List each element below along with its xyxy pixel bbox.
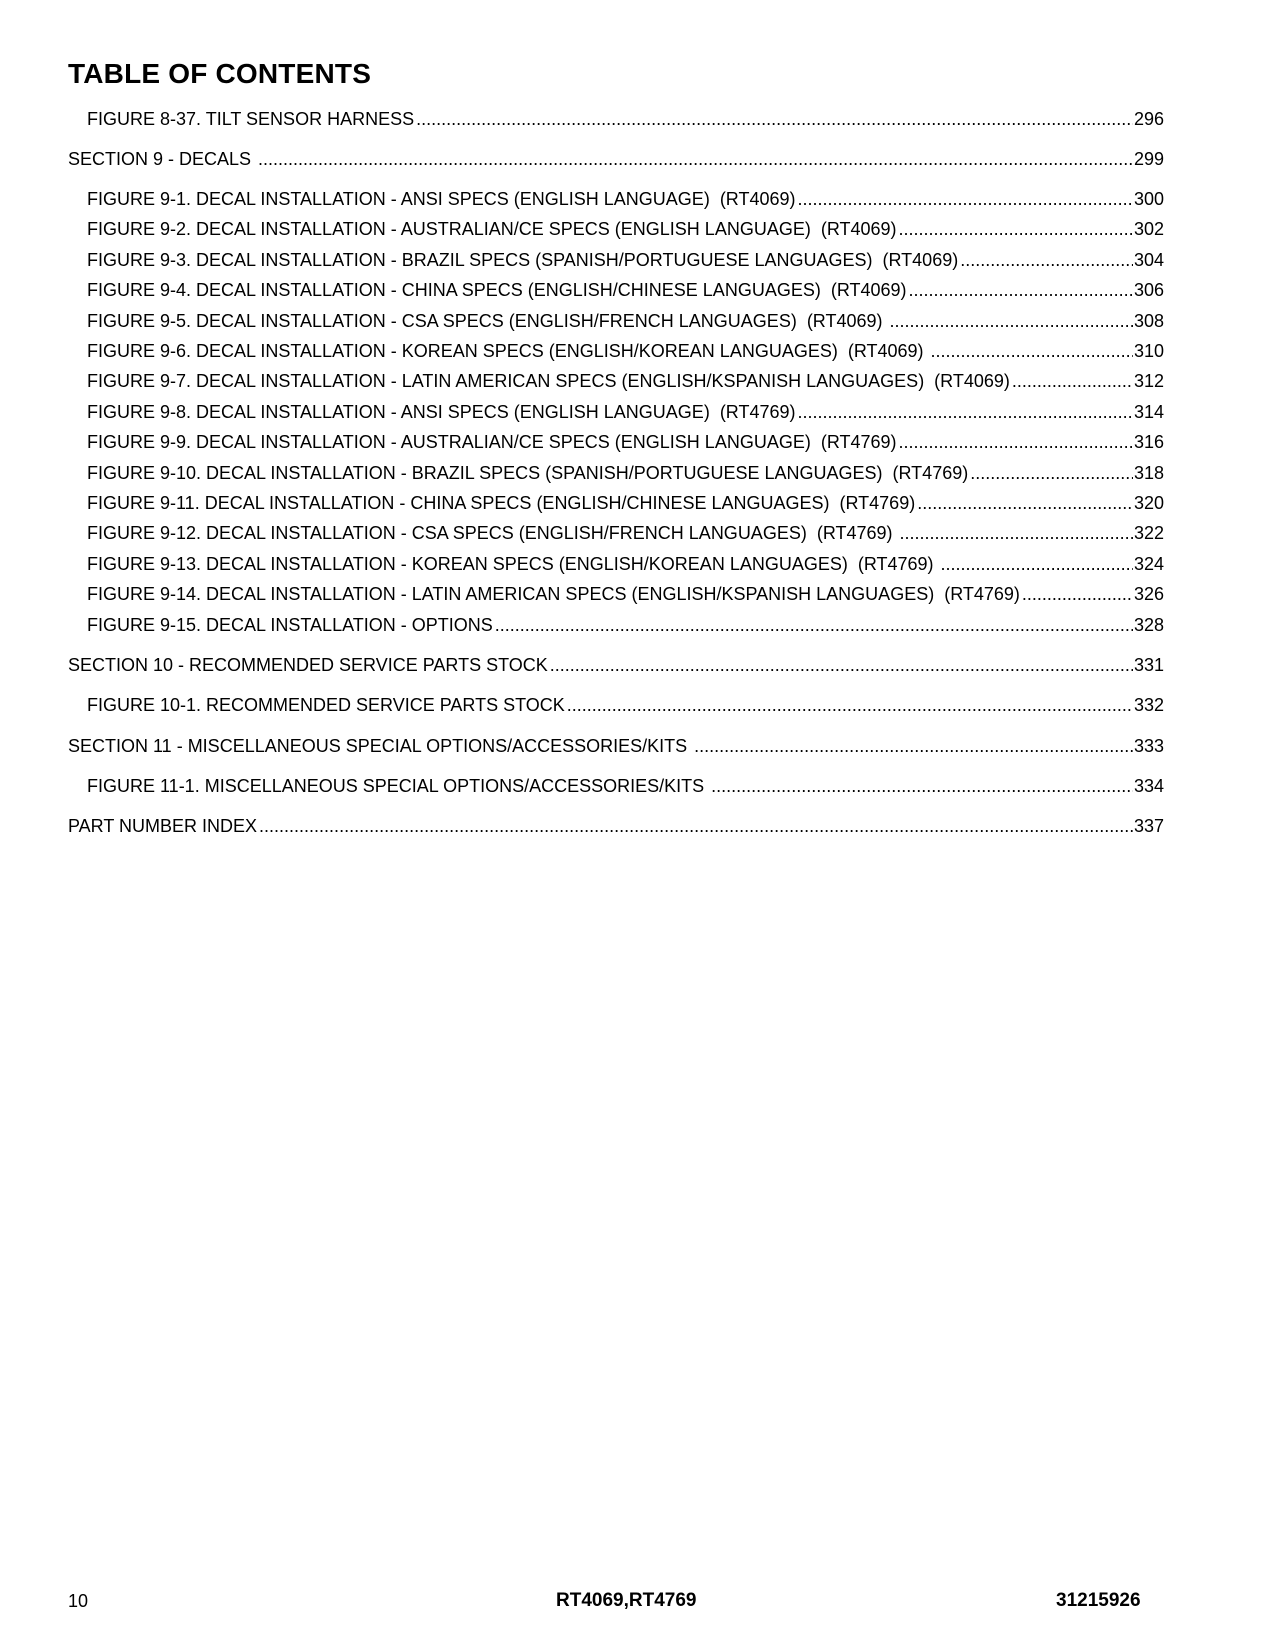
toc-entry-page: 316 — [1133, 432, 1164, 452]
toc-entry-label: FIGURE 9-12. DECAL INSTALLATION - CSA SPECS (ENGLISH/FRENCH LANGUAGES) (RT4769) — [87, 523, 898, 543]
toc-entry-page: 332 — [1133, 695, 1164, 715]
toc-entry-page: 328 — [1133, 615, 1164, 635]
toc-section-entry[interactable] — [68, 654, 1164, 676]
toc-figure-entry[interactable] — [87, 188, 1164, 210]
toc-entry-page: 306 — [1133, 280, 1164, 300]
toc-figure-entry[interactable] — [87, 218, 1164, 240]
toc-entry-page: 322 — [1133, 523, 1164, 543]
toc-dot-leader — [694, 735, 1133, 757]
toc-entry-label: FIGURE 11-1. MISCELLANEOUS SPECIAL OPTIONS/ACCESSORIES/KITS — [87, 776, 710, 796]
toc-entry-label: SECTION 11 - MISCELLANEOUS SPECIAL OPTIONS/ACCESSORIES/KITS — [68, 736, 693, 756]
toc-dot-leader — [798, 188, 1133, 210]
toc-dot-leader — [259, 815, 1133, 837]
toc-entry-label: PART NUMBER INDEX — [68, 816, 258, 836]
toc-dot-leader — [1022, 583, 1133, 605]
toc-figure-entry[interactable] — [87, 279, 1164, 301]
toc-dot-leader — [909, 279, 1133, 301]
toc-dot-leader — [899, 431, 1133, 453]
toc-figure-entry[interactable] — [87, 401, 1164, 423]
toc-section-entry[interactable] — [68, 148, 1164, 170]
toc-entry-page: 304 — [1133, 250, 1164, 270]
toc-entry-label: FIGURE 9-14. DECAL INSTALLATION - LATIN AMERICAN SPECS (ENGLISH/KSPANISH LANGUAGES) (RT4769) — [87, 584, 1020, 604]
toc-figure-entry[interactable] — [87, 310, 1164, 332]
toc-entry-page: 326 — [1133, 584, 1164, 604]
toc-figure-entry[interactable] — [87, 614, 1164, 636]
toc-dot-leader — [890, 310, 1133, 332]
toc-dot-leader — [899, 218, 1133, 240]
toc-dot-leader — [550, 654, 1133, 676]
toc-entry-page: 310 — [1133, 341, 1164, 361]
toc-dot-leader — [567, 694, 1133, 716]
toc-dot-leader — [941, 553, 1133, 575]
toc-entry-label: FIGURE 9-3. DECAL INSTALLATION - BRAZIL SPECS (SPANISH/PORTUGUESE LANGUAGES) (RT4069) — [87, 250, 959, 270]
toc-figure-entry[interactable] — [87, 431, 1164, 453]
toc-dot-leader — [416, 108, 1133, 130]
toc-entry-page: 333 — [1133, 736, 1164, 756]
toc-entry-label: SECTION 10 - RECOMMENDED SERVICE PARTS STOCK — [68, 655, 548, 675]
toc-entry-page: 331 — [1133, 655, 1164, 675]
toc-entry-label: FIGURE 9-6. DECAL INSTALLATION - KOREAN SPECS (ENGLISH/KOREAN LANGUAGES) (RT4069) — [87, 341, 929, 361]
toc-entry-label: FIGURE 9-15. DECAL INSTALLATION - OPTIONS — [87, 615, 493, 635]
toc-entry-label: FIGURE 9-10. DECAL INSTALLATION - BRAZIL SPECS (SPANISH/PORTUGUESE LANGUAGES) (RT4769) — [87, 463, 969, 483]
toc-figure-entry[interactable] — [87, 694, 1164, 716]
footer-models: RT4069,RT4769 — [556, 1590, 697, 1611]
toc-entry-label: FIGURE 9-8. DECAL INSTALLATION - ANSI SPECS (ENGLISH LANGUAGE) (RT4769) — [87, 402, 796, 422]
toc-entry-page: 312 — [1133, 371, 1164, 391]
page-title: TABLE OF CONTENTS — [68, 58, 372, 89]
toc-dot-leader — [900, 522, 1133, 544]
toc-dot-leader — [495, 614, 1133, 636]
toc-entry-label: FIGURE 9-9. DECAL INSTALLATION - AUSTRALIAN/CE SPECS (ENGLISH LANGUAGE) (RT4769) — [87, 432, 897, 452]
toc-entry-page: 314 — [1133, 402, 1164, 422]
toc-entry-page: 318 — [1133, 463, 1164, 483]
toc-figure-entry[interactable] — [87, 370, 1164, 392]
toc-section-entry[interactable] — [68, 815, 1164, 837]
toc-dot-leader — [917, 492, 1133, 514]
toc-entry-page: 308 — [1133, 311, 1164, 331]
toc-entry-page: 302 — [1133, 219, 1164, 239]
toc-entry-label: FIGURE 9-2. DECAL INSTALLATION - AUSTRALIAN/CE SPECS (ENGLISH LANGUAGE) (RT4069) — [87, 219, 897, 239]
toc-figure-entry[interactable] — [87, 108, 1164, 130]
toc-figure-entry[interactable] — [87, 775, 1164, 797]
footer-document-number: 31215926 — [1056, 1590, 1141, 1611]
toc-dot-leader — [960, 249, 1133, 271]
toc-figure-entry[interactable] — [87, 583, 1164, 605]
toc-entry-label: FIGURE 9-5. DECAL INSTALLATION - CSA SPECS (ENGLISH/FRENCH LANGUAGES) (RT4069) — [87, 311, 888, 331]
toc-dot-leader — [1012, 370, 1133, 392]
toc-dot-leader — [798, 401, 1133, 423]
toc-figure-entry[interactable] — [87, 249, 1164, 271]
toc-figure-entry[interactable] — [87, 462, 1164, 484]
toc-entry-page: 296 — [1133, 109, 1164, 129]
toc-entry-page: 300 — [1133, 189, 1164, 209]
toc-figure-entry[interactable] — [87, 522, 1164, 544]
toc-entry-label: FIGURE 9-7. DECAL INSTALLATION - LATIN AMERICAN SPECS (ENGLISH/KSPANISH LANGUAGES) (RT4069) — [87, 371, 1010, 391]
toc-figure-entry[interactable] — [87, 492, 1164, 514]
toc-entry-page: 334 — [1133, 776, 1164, 796]
toc-dot-leader — [931, 340, 1133, 362]
toc-dot-leader — [258, 148, 1133, 170]
toc-dot-leader — [711, 775, 1133, 797]
toc-section-entry[interactable] — [68, 735, 1164, 757]
toc-figure-entry[interactable] — [87, 553, 1164, 575]
toc-entry-label: FIGURE 9-4. DECAL INSTALLATION - CHINA SPECS (ENGLISH/CHINESE LANGUAGES) (RT4069) — [87, 280, 907, 300]
footer-page-number: 10 — [68, 1591, 89, 1611]
toc-entry-label: SECTION 9 - DECALS — [68, 149, 257, 169]
toc-entry-label: FIGURE 9-1. DECAL INSTALLATION - ANSI SPECS (ENGLISH LANGUAGE) (RT4069) — [87, 189, 796, 209]
toc-entry-page: 320 — [1133, 493, 1164, 513]
toc-entry-page: 337 — [1133, 816, 1164, 836]
toc-entry-label: FIGURE 9-13. DECAL INSTALLATION - KOREAN SPECS (ENGLISH/KOREAN LANGUAGES) (RT4769) — [87, 554, 939, 574]
toc-entry-label: FIGURE 9-11. DECAL INSTALLATION - CHINA SPECS (ENGLISH/CHINESE LANGUAGES) (RT4769) — [87, 493, 916, 513]
toc-entry-page: 324 — [1133, 554, 1164, 574]
toc-entry-label: FIGURE 8-37. TILT SENSOR HARNESS — [87, 109, 415, 129]
toc-figure-entry[interactable] — [87, 340, 1164, 362]
toc-entry-page: 299 — [1133, 149, 1164, 169]
toc-entry-label: FIGURE 10-1. RECOMMENDED SERVICE PARTS STOCK — [87, 695, 565, 715]
toc-dot-leader — [970, 462, 1133, 484]
